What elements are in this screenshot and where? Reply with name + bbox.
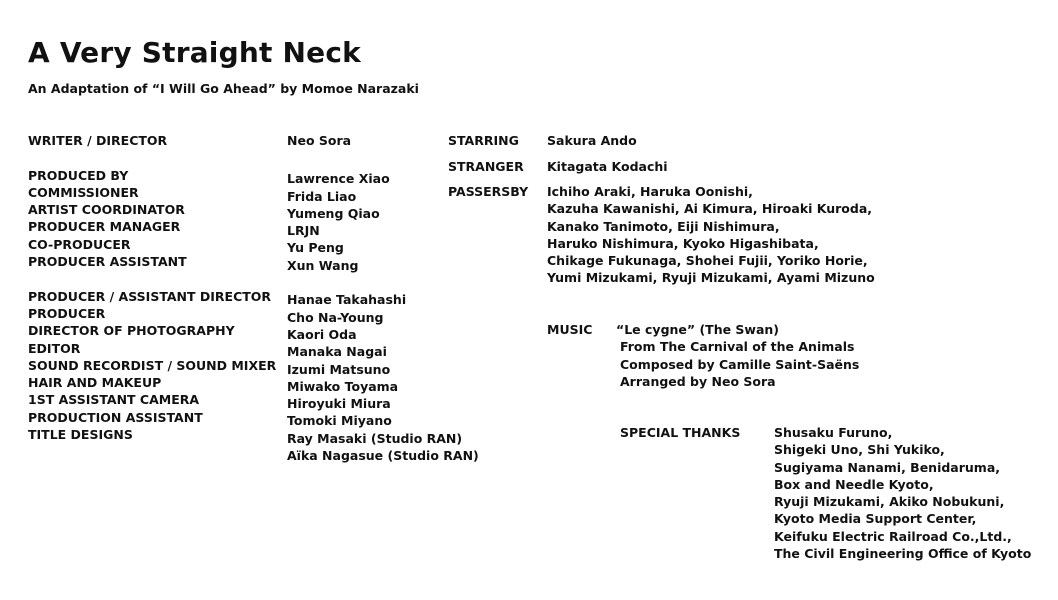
thanks-line: Shusaku Furuno, — [774, 425, 893, 440]
crew-name: Ray Masaki (Studio RAN) — [287, 430, 463, 446]
thanks-line: Box and Needle Kyoto, — [774, 476, 934, 492]
crew-name: Tomoki Miyano — [287, 413, 392, 429]
crew-role: WRITER / DIRECTOR — [28, 133, 168, 148]
crew-role: SOUND RECORDIST / SOUND MIXER — [28, 357, 277, 373]
music-credits — [616, 321, 859, 390]
passersby-line: Haruko Nishimura, Kyoko Higashibata, — [547, 235, 819, 251]
passersby-label: PASSERSBY — [448, 184, 529, 199]
crew-role: TITLE DESIGNS — [28, 427, 133, 443]
crew-roles-column — [28, 132, 276, 443]
passersby-line: Kanako Tanimoto, Eiji Nishimura, — [547, 218, 780, 234]
crew-name: Frida Liao — [287, 188, 357, 204]
crew-name: Xun Wang — [287, 257, 359, 273]
crew-name: LRJN — [287, 223, 320, 239]
passersby-line: Ichiho Araki, Haruka Oonishi, — [547, 184, 753, 199]
crew-role: COMMISSIONER — [28, 184, 139, 200]
crew-name: Cho Na-Young — [287, 309, 384, 325]
crew-name: Neo Sora — [287, 133, 352, 148]
thanks-line: Keifuku Electric Railroad Co.,Ltd., — [774, 528, 1012, 544]
crew-name: Lawrence Xiao — [287, 171, 390, 187]
crew-name: Yumeng Qiao — [287, 205, 380, 221]
thanks-line: Sugiyama Nanami, Benidaruma, — [774, 459, 1001, 475]
music-label: MUSIC — [547, 322, 593, 337]
passersby-list — [547, 183, 875, 287]
music-line: “Le cygne” (The Swan) — [616, 322, 780, 337]
music-line: Arranged by Neo Sora — [620, 373, 776, 389]
crew-role: CO-PRODUCER — [28, 236, 131, 252]
crew-name: Aïka Nagasue (Studio RAN) — [287, 448, 479, 464]
music-line: From The Carnival of the Animals — [620, 339, 855, 355]
crew-role: PRODUCER — [28, 305, 106, 321]
special-thanks-list — [774, 424, 1031, 562]
crew-name: Miwako Toyama — [287, 378, 399, 394]
crew-role: PRODUCER ASSISTANT — [28, 254, 187, 270]
crew-name: Izumi Matsuno — [287, 361, 391, 377]
crew-role: 1ST ASSISTANT CAMERA — [28, 392, 200, 408]
page-subtitle: An Adaptation of “I Will Go Ahead” by Momoe Narazaki — [28, 81, 419, 96]
thanks-line: Kyoto Media Support Center, — [774, 511, 977, 527]
crew-role: DIRECTOR OF PHOTOGRAPHY — [28, 323, 235, 339]
crew-role: ARTIST COORDINATOR — [28, 202, 185, 218]
stranger-name: Kitagata Kodachi — [547, 159, 668, 174]
crew-name: Hiroyuki Miura — [287, 396, 391, 412]
crew-role: PRODUCTION ASSISTANT — [28, 409, 203, 425]
thanks-line: The Civil Engineering Office of Kyoto — [774, 546, 1032, 562]
starring-label: STARRING — [448, 133, 519, 148]
thanks-line: Ryuji Mizukami, Akiko Nobukuni, — [774, 494, 1005, 510]
crew-role: EDITOR — [28, 340, 81, 356]
passersby-line: Chikage Fukunaga, Shohei Fujii, Yoriko Horie, — [547, 253, 868, 269]
music-line: Composed by Camille Saint-Saëns — [620, 356, 860, 372]
stranger-label: STRANGER — [448, 159, 524, 174]
crew-names-column — [287, 132, 479, 464]
passersby-line: Kazuha Kawanishi, Ai Kimura, Hiroaki Kuroda, — [547, 201, 873, 217]
crew-name: Kaori Oda — [287, 326, 357, 342]
special-thanks-label: SPECIAL THANKS — [620, 425, 741, 440]
crew-role: PRODUCER MANAGER — [28, 219, 181, 235]
crew-name: Manaka Nagai — [287, 344, 387, 360]
passersby-line: Yumi Mizukami, Ryuji Mizukami, Ayami Mizuno — [547, 270, 875, 286]
starring-name: Sakura Ando — [547, 133, 637, 148]
crew-name: Yu Peng — [287, 240, 344, 256]
page-title: A Very Straight Neck — [28, 36, 361, 69]
crew-role: PRODUCED BY — [28, 167, 129, 183]
crew-role: PRODUCER / ASSISTANT DIRECTOR — [28, 288, 272, 304]
crew-role: HAIR AND MAKEUP — [28, 375, 162, 391]
crew-name: Hanae Takahashi — [287, 292, 407, 308]
thanks-line: Shigeki Uno, Shi Yukiko, — [774, 442, 945, 458]
